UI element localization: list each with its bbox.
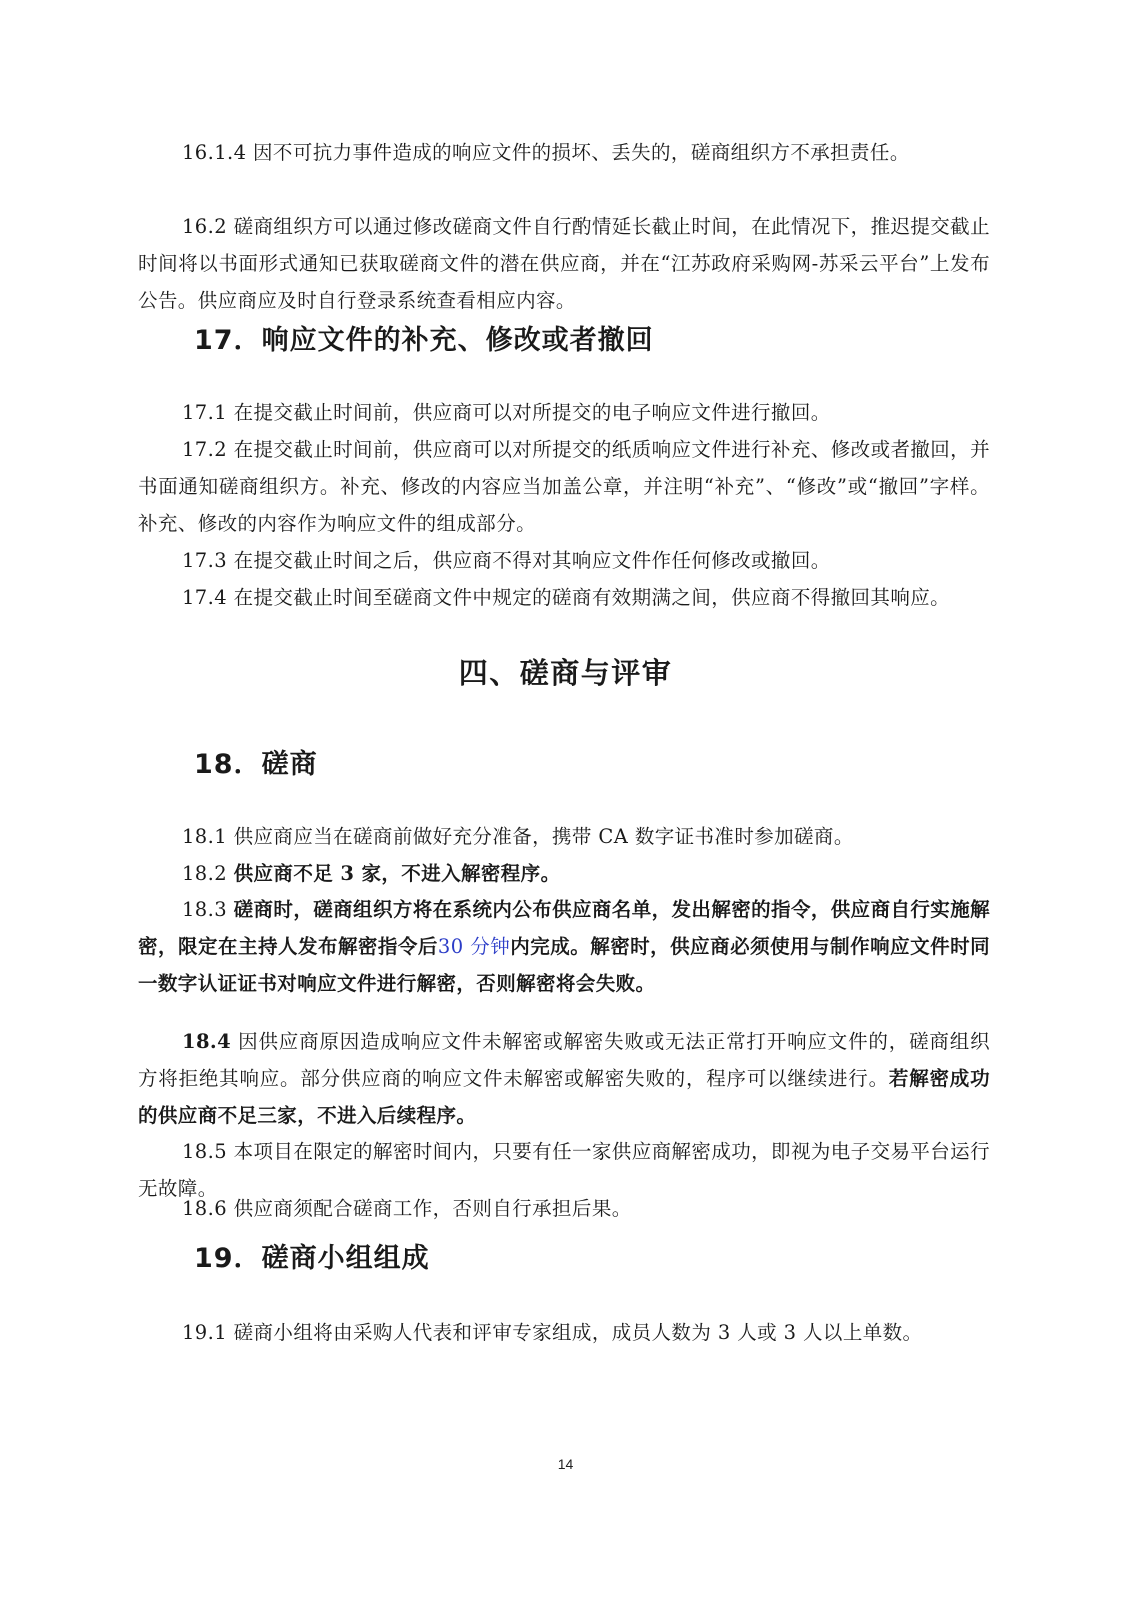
paragraph-17-3: 17.3 在提交截止时间之后，供应商不得对其响应文件作任何修改或撤回。 bbox=[182, 549, 831, 572]
heading-19: 19．磋商小组组成 bbox=[194, 1243, 430, 1274]
paragraph-18-3-number: 18.3 bbox=[182, 898, 234, 921]
chapter-heading: 四、磋商与评审 bbox=[458, 656, 673, 690]
paragraph-16-2: 16.2 磋商组织方可以通过修改磋商文件自行酌情延长截止时间，在此情况下，推迟提交截止时间将以书面形式通知已获取磋商文件的潜在供应商，并在“江苏政府采购网-苏采云平台”上发布公告。供应商应及时自行登录系统查看相应内容。 bbox=[138, 215, 990, 312]
page-number: 14 bbox=[557, 1456, 574, 1472]
decrypt-time-limit: 30 分钟 bbox=[437, 935, 511, 958]
paragraph-18-5: 18.5 本项目在限定的解密时间内，只要有任一家供应商解密成功，即视为电子交易平台运行无故障。 bbox=[138, 1140, 990, 1200]
paragraph-18-3 bbox=[138, 891, 990, 1002]
paragraph-18-4-bold: 若解密成功的供应商不足三家，不进入后续程序。 bbox=[138, 1067, 990, 1127]
paragraph-18-4 bbox=[138, 1023, 990, 1134]
paragraph-17-2: 17.2 在提交截止时间前，供应商可以对所提交的纸质响应文件进行补充、修改或者撤回，并书面通知磋商组织方。补充、修改的内容应当加盖公章，并注明“补充”、“修改”或“撤回”字样。补充、修改的内容作为响应文件的组成部分。 bbox=[138, 438, 990, 535]
paragraph-18-2-bold: 供应商不足 3 家，不进入解密程序。 bbox=[233, 862, 561, 885]
heading-18: 18．磋商 bbox=[194, 749, 318, 780]
heading-17: 17．响应文件的补充、修改或者撤回 bbox=[194, 325, 654, 356]
paragraph-17-1: 17.1 在提交截止时间前，供应商可以对所提交的电子响应文件进行撤回。 bbox=[182, 401, 831, 424]
paragraph-18-6: 18.6 供应商须配合磋商工作，否则自行承担后果。 bbox=[182, 1197, 632, 1220]
paragraph-18-3-bold-2: 内完成。解密时，供应商必须使用与制作响应文件时同一数字认证证书对响应文件进行解密，否则解密将会失败。 bbox=[138, 935, 990, 995]
paragraph-19-1: 19.1 磋商小组将由采购人代表和评审专家组成，成员人数为 3 人或 3 人以上单数。 bbox=[182, 1321, 923, 1344]
paragraph-18-3-bold-1: 磋商时，磋商组织方将在系统内公布供应商名单，发出解密的指令，供应商自行实施解密，限定在主持人发布解密指令后 bbox=[138, 898, 990, 958]
paragraph-18-2-number: 18.2 bbox=[182, 862, 234, 885]
paragraph-18-1: 18.1 供应商应当在磋商前做好充分准备，携带 CA 数字证书准时参加磋商。 bbox=[182, 825, 854, 848]
paragraph-17-4: 17.4 在提交截止时间至磋商文件中规定的磋商有效期满之间，供应商不得撤回其响应。 bbox=[182, 586, 951, 609]
paragraph-16-1-4: 16.1.4 因不可抗力事件造成的响应文件的损坏、丢失的，磋商组织方不承担责任。 bbox=[182, 141, 910, 164]
paragraph-18-4-number: 18.4 bbox=[182, 1030, 232, 1053]
paragraph-18-2 bbox=[138, 855, 990, 892]
paragraph-18-4-text: 因供应商原因造成响应文件未解密或解密失败或无法正常打开响应文件的，磋商组织方将拒绝其响应。部分供应商的响应文件未解密或解密失败的，程序可以继续进行。 bbox=[138, 1030, 990, 1090]
